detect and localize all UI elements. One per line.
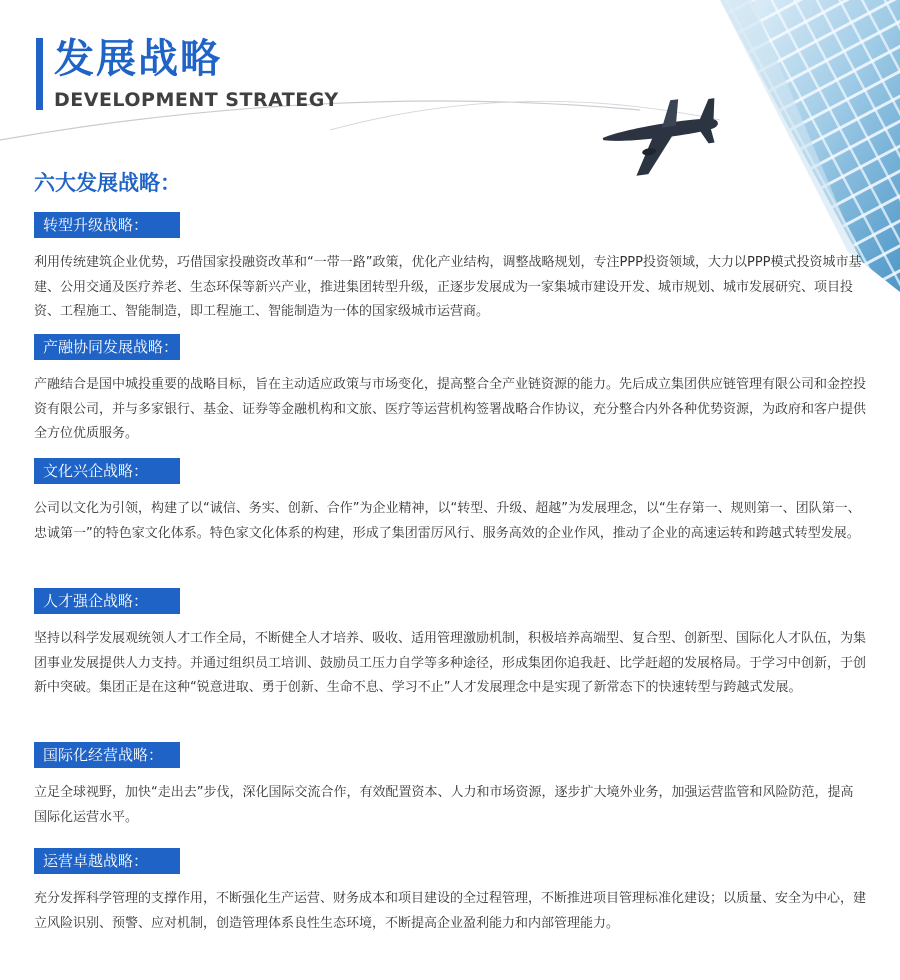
strategy-label: 运营卓越战略： <box>34 848 180 874</box>
strategy-section-finance-synergy <box>34 334 866 447</box>
strategy-section-talent <box>34 588 866 701</box>
strategies-heading: 六大发展战略： <box>34 171 181 195</box>
strategy-text: 利用传统建筑企业优势，巧借国家投融资改革和“一带一路”政策，优化产业结构，调整战略规划，专注PPP投资领域，大力以PPP模式投资城市基建、公用交通及医疗养老、生态环保等新兴产业，推进集团转型升级，正逐步发展成为一家集城市建设开发、城市规划、城市发展研究、项目投资、工程施工、智能制造，即工程施工、智能制造为一体的国家级城市运营商。 <box>34 255 862 319</box>
strategy-section-operations <box>34 848 866 936</box>
title-accent-bar <box>36 38 43 110</box>
strategy-text: 产融结合是国中城投重要的战略目标，旨在主动适应政策与市场变化，提高整合全产业链资源的能力。先后成立集团供应链管理有限公司和金控投资有限公司，并与多家银行、基金、证券等金融机构和文旅、医疗等运营机构签署战略合作协议，充分整合内外各种优势资源，为政府和客户提供全方位优质服务。 <box>34 377 867 441</box>
strategy-label: 人才强企战略： <box>34 588 180 614</box>
strategy-section-transformation <box>34 212 866 325</box>
strategy-text: 公司以文化为引领，构建了以“诚信、务实、创新、合作”为企业精神，以“转型、升级、超越”为发展理念，以“生存第一、规则第一、团队第一、忠诚第一”的特色家文化体系。特色家文化体系的构建，形成了集团雷厉风行、服务高效的企业作风，推动了企业的高速运转和跨越式转型发展。 <box>34 501 861 541</box>
strategy-section-internationalization <box>34 742 866 830</box>
page-subtitle: DEVELOPMENT STRATEGY <box>54 89 339 111</box>
strategy-label: 国际化经营战略： <box>34 742 180 768</box>
airplane-image <box>599 94 724 179</box>
page-title: 发展战略 <box>54 36 222 82</box>
strategy-text: 充分发挥科学管理的支撑作用，不断强化生产运营、财务成本和项目建设的全过程管理，不断推进项目管理标准化建设；以质量、安全为中心，建立风险识别、预警、应对机制，创造管理体系良性生态环境，不断提高企业盈利能力和内部管理能力。 <box>34 891 867 931</box>
strategy-text: 坚持以科学发展观统领人才工作全局，不断健全人才培养、吸收、适用管理激励机制，积极培养高端型、复合型、创新型、国际化人才队伍，为集团事业发展提供人力支持。并通过组织员工培训、鼓励员工压力自学等多种途径，形成集团你追我赶、比学赶超的发展格局。于学习中创新，于创新中突破。集团正是在这种“锐意进取、勇于创新、生命不息、学习不止”人才发展理念中是实现了新常态下的快速转型与跨越式发展。 <box>34 631 867 695</box>
strategy-label: 文化兴企战略： <box>34 458 180 484</box>
strategy-section-culture <box>34 458 866 546</box>
strategy-label: 转型升级战略： <box>34 212 180 238</box>
strategy-text: 立足全球视野，加快“走出去”步伐，深化国际交流合作，有效配置资本、人力和市场资源，逐步扩大境外业务，加强运营监管和风险防范，提高国际化运营水平。 <box>34 785 854 825</box>
strategy-label: 产融协同发展战略： <box>34 334 180 360</box>
